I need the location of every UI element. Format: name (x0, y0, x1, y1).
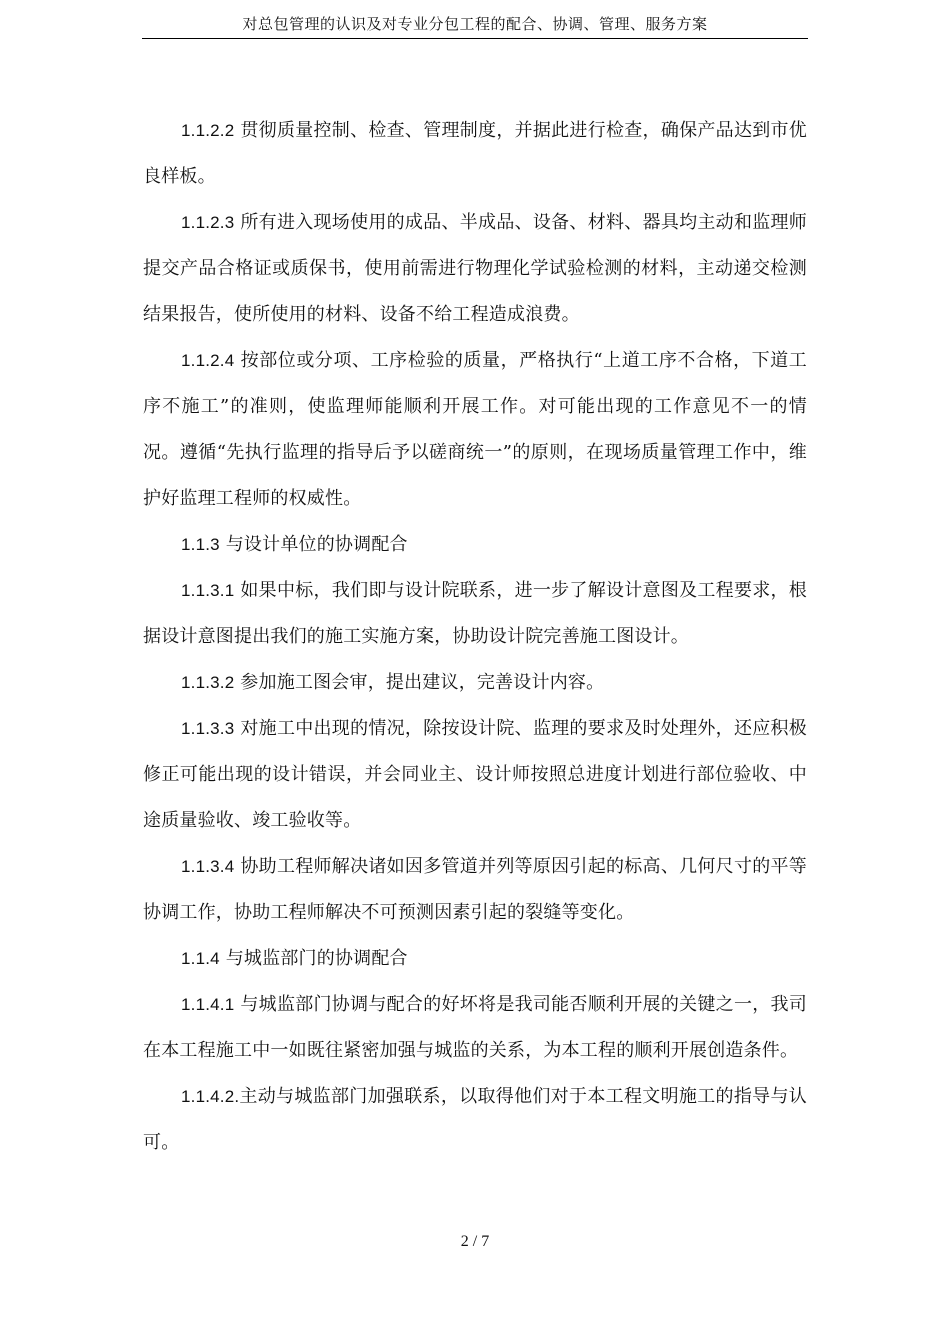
paragraph-text: 贯彻质量控制、检查、管理制度，并据此进行检查，确保产品达到市优良样板。 (143, 120, 807, 187)
paragraph-1-1-4-2 (143, 1074, 807, 1166)
heading-1-1-4 (143, 936, 807, 982)
section-number: 1.1.3 (181, 535, 220, 554)
paragraph-text: 如果中标，我们即与设计院联系，进一步了解设计意图及工程要求，根据设计意图提出我们的施工实施方案，协助设计院完善施工图设计。 (143, 580, 807, 647)
paragraph-text: 按部位或分项、工序检验的质量，严格执行“上道工序不合格，下道工序不施工”的准则，使监理师能顺利开展工作。对可能出现的工作意见不一的情况。遵循“先执行监理的指导后予以磋商统一”的原则，在现场质量管理工作中，维护好监理工程师的权威性。 (143, 350, 807, 509)
section-number: 1.1.4 (181, 949, 220, 968)
header-divider (142, 38, 808, 39)
paragraph-text: 对施工中出现的情况，除按设计院、监理的要求及时处理外，还应积极修正可能出现的设计错误，并会同业主、设计师按照总进度计划进行部位验收、中途质量验收、竣工验收等。 (143, 718, 807, 831)
heading-1-1-3 (143, 522, 807, 568)
document-body (143, 108, 807, 1166)
section-number: 1.1.2.2 (181, 121, 235, 140)
paragraph-text: 所有进入现场使用的成品、半成品、设备、材料、器具均主动和监理师提交产品合格证或质保书，使用前需进行物理化学试验检测的材料，主动递交检测结果报告，使所使用的材料、设备不给工程造成浪费。 (143, 212, 807, 325)
section-number: 1.1.4.1 (181, 995, 235, 1014)
section-number: 1.1.3.2 (181, 673, 235, 692)
paragraph-text: 主动与城监部门加强联系，以取得他们对于本工程文明施工的指导与认可。 (143, 1086, 807, 1153)
paragraph-1-1-4-1 (143, 982, 807, 1074)
page-number: 2 / 7 (460, 1233, 490, 1250)
paragraph-1-1-2-2 (143, 108, 807, 200)
section-number: 1.1.3.3 (181, 719, 235, 738)
section-heading-text: 与城监部门的协调配合 (219, 948, 408, 969)
section-number: 1.1.2.4 (181, 351, 235, 370)
running-header: 对总包管理的认识及对专业分包工程的配合、协调、管理、服务方案 (242, 15, 708, 33)
section-number: 1.1.3.4 (181, 857, 235, 876)
paragraph-text: 与城监部门协调与配合的好坏将是我司能否顺利开展的关键之一，我司在本工程施工中一如既往紧密加强与城监的关系，为本工程的顺利开展创造条件。 (143, 994, 807, 1061)
paragraph-1-1-3-3 (143, 706, 807, 844)
section-heading-text: 与设计单位的协调配合 (219, 534, 408, 555)
paragraph-1-1-3-1 (143, 568, 807, 660)
paragraph-text: 参加施工图会审，提出建议，完善设计内容。 (234, 672, 605, 693)
paragraph-text: 协助工程师解决诸如因多管道并列等原因引起的标高、几何尺寸的平等协调工作，协助工程师解决不可预测因素引起的裂缝等变化。 (143, 856, 807, 923)
paragraph-1-1-3-4 (143, 844, 807, 936)
section-number: 1.1.3.1 (181, 581, 235, 600)
section-number: 1.1.2.3 (181, 213, 235, 232)
paragraph-1-1-2-4 (143, 338, 807, 522)
paragraph-1-1-3-2 (143, 660, 807, 706)
section-number: 1.1.4.2. (181, 1087, 240, 1106)
paragraph-1-1-2-3 (143, 200, 807, 338)
